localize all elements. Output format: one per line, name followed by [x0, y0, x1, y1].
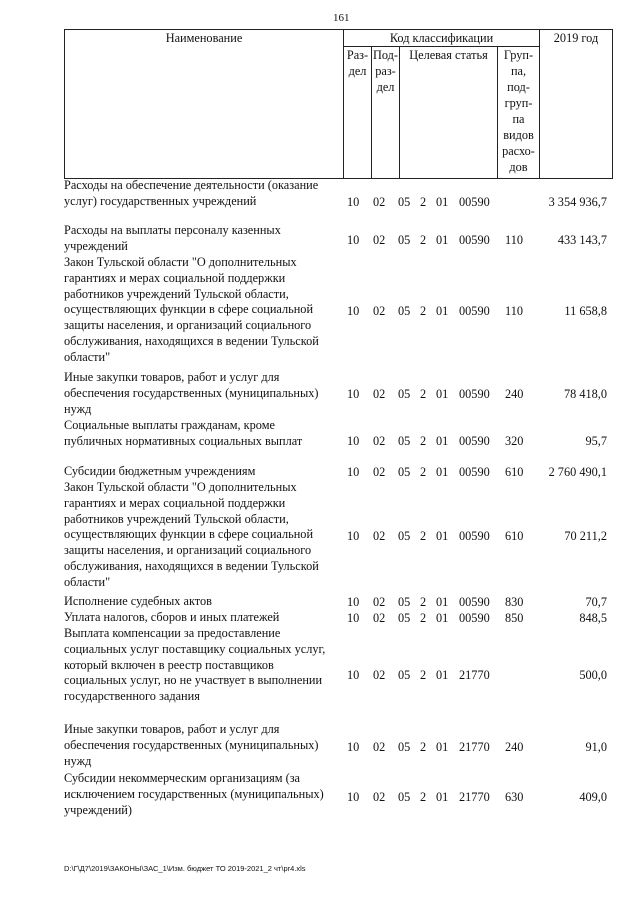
row-code-t1: 05 — [398, 434, 411, 448]
row-code-t4: 00590 — [459, 195, 490, 209]
row-code-vr: 110 — [505, 233, 523, 247]
row-code-t4: 00590 — [459, 304, 490, 318]
row-code-t4: 00590 — [459, 595, 490, 609]
row-code-t4: 00590 — [459, 529, 490, 543]
row-code-rz: 10 — [347, 195, 360, 209]
header-razdel: Раз- дел — [344, 47, 372, 179]
row-code-t1: 05 — [398, 611, 411, 625]
row-code-pr: 02 — [373, 465, 386, 479]
row-code-vr: 320 — [505, 434, 524, 448]
row-name: Расходы на выплаты персоналу казенных учреждений — [64, 223, 281, 253]
row-name: Субсидии бюджетным учреждениям — [64, 464, 256, 478]
row-code-t2: 2 — [420, 465, 427, 479]
row-name: Закон Тульской области "О дополнительных гарантиях и мерах социальной поддержки работников учреждений Тульской области, осуществляющих функции в сфере социальной защиты населения, и организаций социального обслуживания, находящихся в ведении Тульской области" — [64, 255, 319, 364]
row-amount: 91,0 — [585, 740, 607, 754]
row-code-t1: 05 — [398, 233, 411, 247]
row-name: Иные закупки товаров, работ и услуг для обеспечения государственных (муниципальных) нужд — [64, 370, 319, 416]
row-code-t4: 00590 — [459, 434, 490, 448]
row-code-rz: 10 — [347, 790, 360, 804]
file-path-footer: D:\Г\Д7\2019\ЗАКОНЫ\ЗАС_1\Изм. бюджет ТО 2019-2021_2 чт\pr4.xls — [64, 864, 306, 873]
row-code-vr: 110 — [505, 304, 523, 318]
row-code-t2: 2 — [420, 434, 427, 448]
row-code-pr: 02 — [373, 790, 386, 804]
row-code-t2: 2 — [420, 387, 427, 401]
row-code-rz: 10 — [347, 434, 360, 448]
row-amount: 78 418,0 — [563, 387, 607, 401]
row-code-pr: 02 — [373, 387, 386, 401]
row-code-t4: 21770 — [459, 740, 490, 754]
row-code-rz: 10 — [347, 387, 360, 401]
row-amount: 11 658,8 — [564, 304, 607, 318]
row-code-t4: 21770 — [459, 668, 490, 682]
row-code-rz: 10 — [347, 668, 360, 682]
row-code-t2: 2 — [420, 529, 427, 543]
row-name: Закон Тульской области "О дополнительных гарантиях и мерах социальной поддержки работников учреждений Тульской области, осуществляющих функции в сфере социальной защиты населения, и организаций социального обслуживания, находящихся в ведении Тульской области" — [64, 480, 319, 589]
row-name: Иные закупки товаров, работ и услуг для обеспечения государственных (муниципальных) нужд — [64, 722, 319, 768]
row-code-pr: 02 — [373, 434, 386, 448]
row-amount: 70,7 — [585, 595, 607, 609]
row-amount: 848,5 — [579, 611, 607, 625]
row-amount: 500,0 — [579, 668, 607, 682]
row-amount: 70 211,2 — [564, 529, 607, 543]
row-code-t4: 00590 — [459, 465, 490, 479]
row-code-vr: 830 — [505, 595, 524, 609]
row-code-t4: 00590 — [459, 387, 490, 401]
header-name: Наименование — [65, 30, 344, 179]
row-name: Субсидии некоммерческим организациям (за исключением государственных (муниципальных) учреждений) — [64, 771, 324, 817]
row-code-vr: 610 — [505, 529, 524, 543]
row-code-pr: 02 — [373, 233, 386, 247]
row-code-rz: 10 — [347, 611, 360, 625]
row-code-t1: 05 — [398, 740, 411, 754]
row-code-t2: 2 — [420, 611, 427, 625]
row-code-pr: 02 — [373, 740, 386, 754]
header-code: Код классификации — [344, 30, 540, 47]
header-podrazdel: Под- раз- дел — [372, 47, 400, 179]
row-code-pr: 02 — [373, 595, 386, 609]
row-code-vr: 610 — [505, 465, 524, 479]
row-code-vr: 240 — [505, 740, 524, 754]
row-code-t3: 01 — [436, 233, 449, 247]
row-code-t3: 01 — [436, 740, 449, 754]
row-code-t3: 01 — [436, 529, 449, 543]
row-code-t4: 00590 — [459, 233, 490, 247]
row-code-t1: 05 — [398, 668, 411, 682]
row-code-t1: 05 — [398, 595, 411, 609]
row-code-rz: 10 — [347, 740, 360, 754]
row-code-pr: 02 — [373, 529, 386, 543]
row-code-t3: 01 — [436, 595, 449, 609]
row-amount: 3 354 936,7 — [548, 195, 607, 209]
row-code-t1: 05 — [398, 387, 411, 401]
row-code-vr: 240 — [505, 387, 524, 401]
row-code-t3: 01 — [436, 668, 449, 682]
row-amount: 409,0 — [579, 790, 607, 804]
row-name: Исполнение судебных актов — [64, 594, 212, 608]
row-code-t1: 05 — [398, 529, 411, 543]
row-code-t3: 01 — [436, 195, 449, 209]
row-code-t2: 2 — [420, 595, 427, 609]
row-code-pr: 02 — [373, 195, 386, 209]
row-name: Социальные выплаты гражданам, кроме публичных нормативных социальных выплат — [64, 418, 303, 448]
header-target: Целевая статья — [400, 47, 498, 179]
row-amount: 2 760 490,1 — [548, 465, 607, 479]
row-code-t2: 2 — [420, 304, 427, 318]
row-code-t3: 01 — [436, 790, 449, 804]
row-code-rz: 10 — [347, 465, 360, 479]
header-group: Груп- па, под- груп- па видов расхо- дов — [498, 47, 540, 179]
row-code-t4: 00590 — [459, 611, 490, 625]
row-code-t3: 01 — [436, 434, 449, 448]
row-code-rz: 10 — [347, 529, 360, 543]
row-name: Уплата налогов, сборов и иных платежей — [64, 610, 280, 624]
row-code-pr: 02 — [373, 611, 386, 625]
row-code-t3: 01 — [436, 465, 449, 479]
row-code-t2: 2 — [420, 668, 427, 682]
row-code-t2: 2 — [420, 195, 427, 209]
row-name: Выплата компенсации за предоставление социальных услуг поставщику социальных услуг, который включен в реестр поставщиков социальных услуг, но не участвует в выполнении государственного задания — [64, 626, 326, 704]
row-code-t1: 05 — [398, 465, 411, 479]
row-code-pr: 02 — [373, 668, 386, 682]
row-code-t2: 2 — [420, 740, 427, 754]
row-code-t3: 01 — [436, 387, 449, 401]
row-code-t2: 2 — [420, 790, 427, 804]
row-code-t3: 01 — [436, 611, 449, 625]
row-amount: 95,7 — [585, 434, 607, 448]
row-code-t2: 2 — [420, 233, 427, 247]
row-code-t1: 05 — [398, 304, 411, 318]
row-code-t1: 05 — [398, 790, 411, 804]
row-code-t3: 01 — [436, 304, 449, 318]
row-code-t4: 21770 — [459, 790, 490, 804]
row-code-rz: 10 — [347, 233, 360, 247]
row-code-vr: 850 — [505, 611, 524, 625]
row-amount: 433 143,7 — [557, 233, 607, 247]
row-code-rz: 10 — [347, 304, 360, 318]
row-code-rz: 10 — [347, 595, 360, 609]
header-year: 2019 год — [540, 30, 613, 179]
row-code-vr: 630 — [505, 790, 524, 804]
row-code-pr: 02 — [373, 304, 386, 318]
row-name: Расходы на обеспечение деятельности (оказание услуг) государственных учреждений — [64, 178, 319, 208]
page-number: 161 — [333, 12, 350, 24]
row-code-t1: 05 — [398, 195, 411, 209]
